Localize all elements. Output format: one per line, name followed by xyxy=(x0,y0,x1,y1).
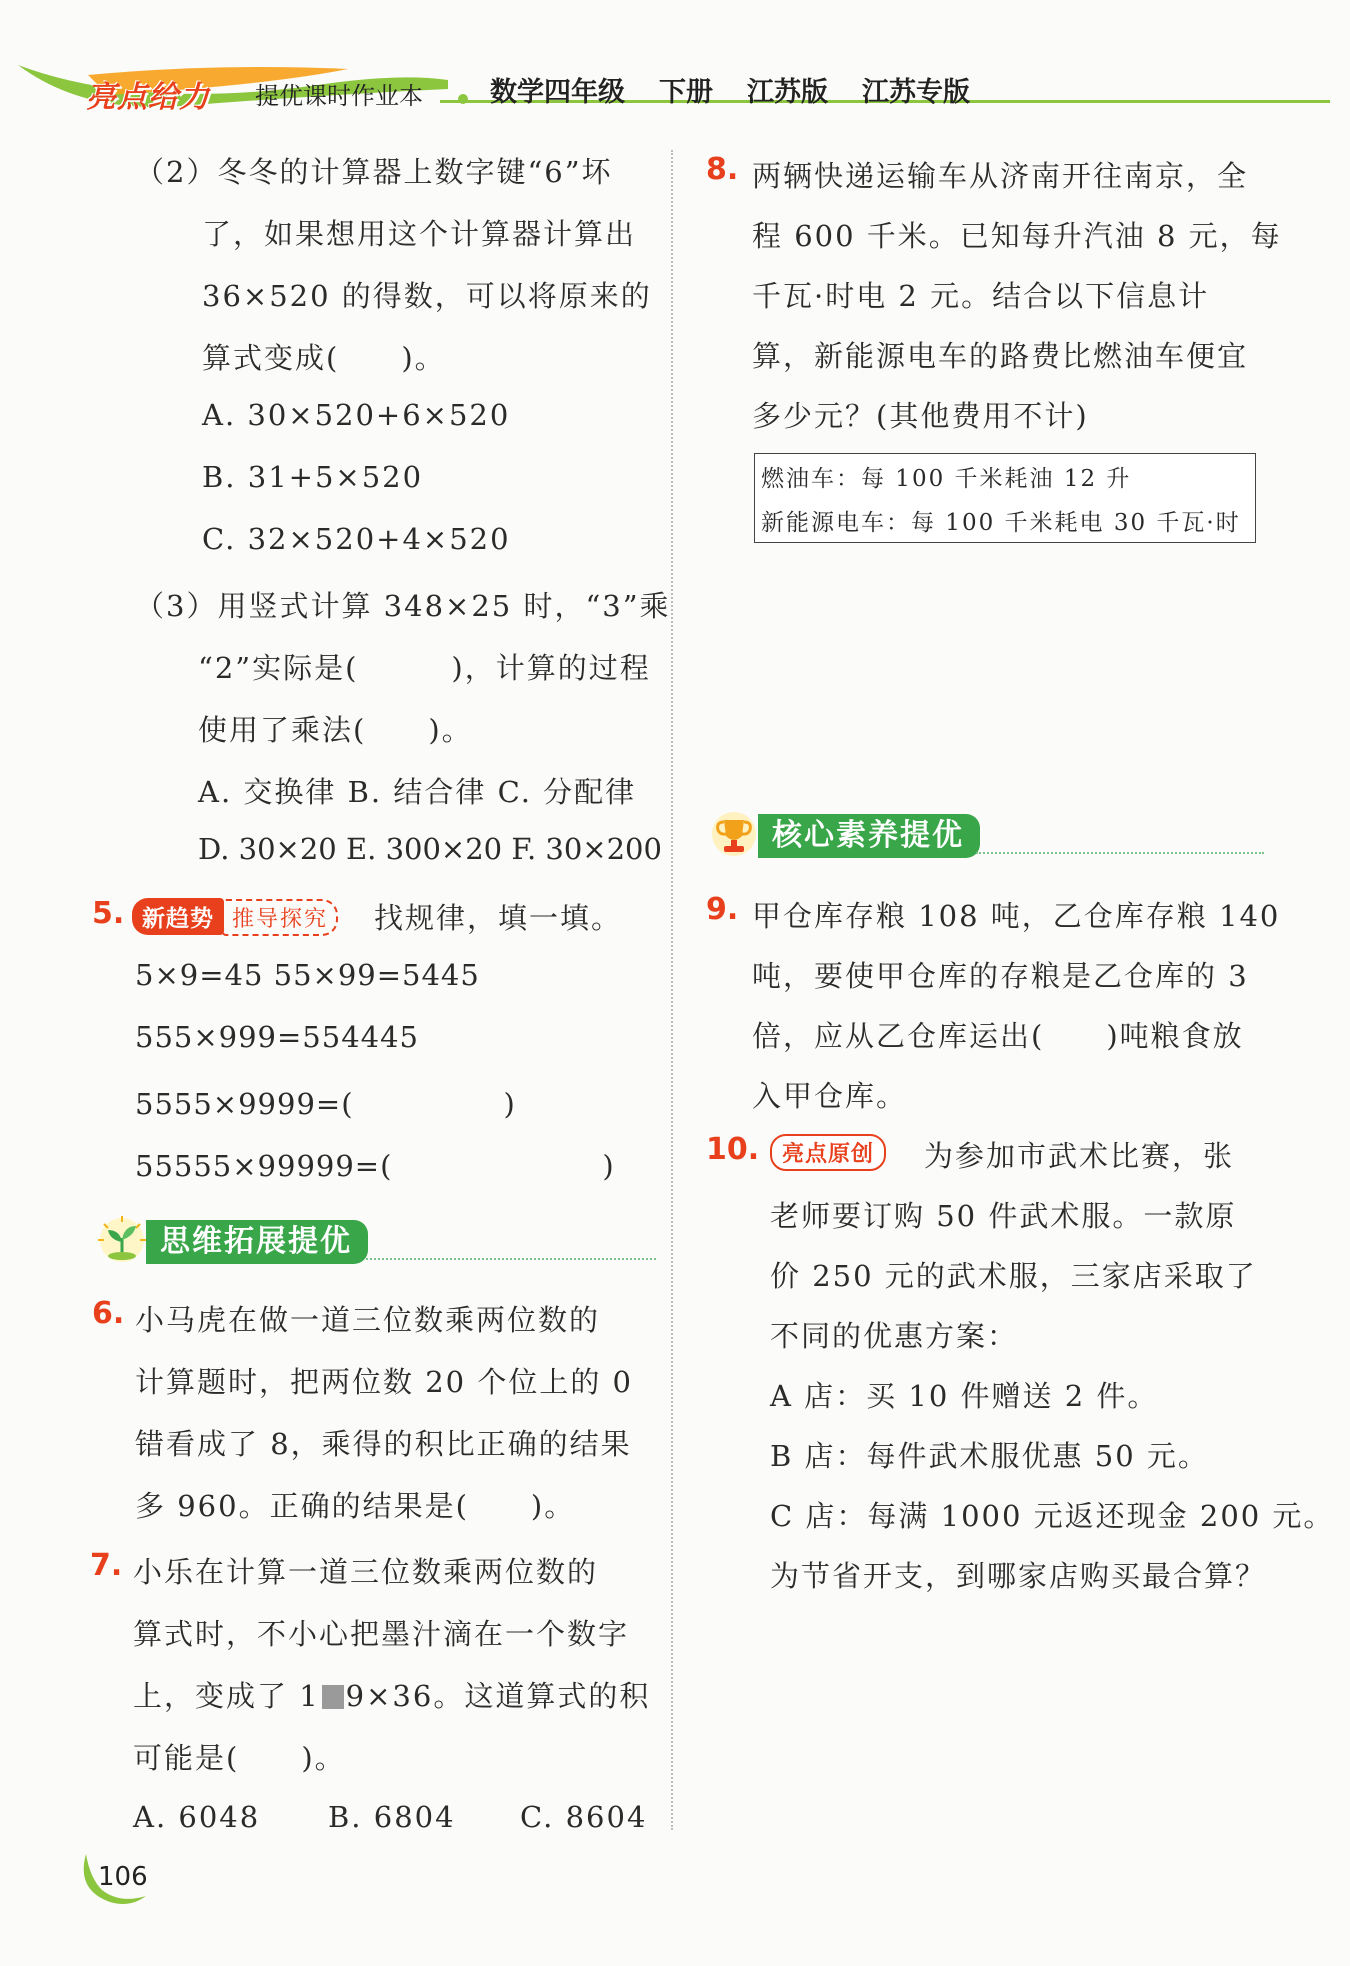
q4-part2-option: B. 31+5×520 xyxy=(202,460,424,494)
section-title: 核心素养提优 xyxy=(758,814,980,858)
q7-line3-start: 上，变成了 1 xyxy=(133,1679,320,1713)
question-number: 10. xyxy=(706,1132,760,1167)
book-special-edition: 江苏专版 xyxy=(862,77,970,108)
section-dotted-rule xyxy=(366,1258,656,1260)
q4-part2-option: C. 32×520+4×520 xyxy=(202,522,511,556)
page-number: 106 xyxy=(98,1862,148,1892)
type-badge: 推导探究 xyxy=(222,899,338,936)
q6-line: 小马虎在做一道三位数乘两位数的 xyxy=(135,1303,601,1337)
q4-part3-line: 使用了乘法( )。 xyxy=(198,713,473,747)
q6-line: 计算题时，把两位数 20 个位上的 0 xyxy=(135,1365,634,1399)
q8-line: 两辆快递运输车从济南开往南京，全 xyxy=(752,159,1249,193)
q9-line: 吨，要使甲仓库的存粮是乙仓库的 3 xyxy=(752,959,1249,993)
ink-blot-icon xyxy=(322,1685,344,1709)
q8-info-fuel: 燃油车：每 100 千米耗油 12 升 xyxy=(761,466,1132,492)
q8-info-electric: 新能源电车：每 100 千米耗电 30 千瓦·时 xyxy=(761,510,1241,536)
q10-badge-wrap xyxy=(770,1134,886,1171)
q7-option: C. 8604 xyxy=(520,1800,648,1834)
q10-store-b: B 店：每件武术服优惠 50 元。 xyxy=(770,1439,1209,1473)
q4-part3-options: A. 交换律 B. 结合律 C. 分配律 xyxy=(198,775,637,809)
question-number: 5. xyxy=(92,896,125,931)
q6-line: 错看成了 8，乘得的积比正确的结果 xyxy=(135,1427,632,1461)
book-volume: 下册 xyxy=(659,77,713,108)
q7-option: A. 6048 xyxy=(133,1800,261,1834)
q8-info-box xyxy=(754,453,1256,543)
q4-part2-line: 了，如果想用这个计算器计算出 xyxy=(202,217,637,251)
q10-line: 不同的优惠方案： xyxy=(770,1319,1019,1353)
sprout-icon xyxy=(96,1214,152,1270)
q8-line: 程 600 千米。已知每升汽油 8 元，每 xyxy=(752,219,1282,253)
q5-pattern-line: 55555×99999=( ) xyxy=(135,1149,615,1183)
q10-store-c: C 店：每满 1000 元返还现金 200 元。 xyxy=(770,1499,1335,1533)
q6-line: 多 960。正确的结果是( )。 xyxy=(135,1489,576,1523)
section-dotted-rule xyxy=(976,852,1264,854)
q5-pattern-line: 5555×9999=( ) xyxy=(135,1087,516,1121)
q4-part3-options: D. 30×20 E. 300×20 F. 30×200 xyxy=(198,832,662,866)
section-thinking-header xyxy=(96,1220,656,1264)
q8-line: 千瓦·时电 2 元。结合以下信息计 xyxy=(752,279,1210,313)
q10-store-a: A 店：买 10 件赠送 2 件。 xyxy=(770,1379,1159,1413)
q9-line: 甲仓库存粮 108 吨，乙仓库存粮 140 xyxy=(752,899,1281,933)
brand-logo: 亮点给力 xyxy=(86,80,210,115)
trend-badge: 新趋势 xyxy=(132,898,224,935)
q8-line: 算，新能源电车的路费比燃油车便宜 xyxy=(752,339,1249,373)
q5-pattern-line: 555×999=554445 xyxy=(135,1020,420,1054)
q4-part2-line: 算式变成( )。 xyxy=(202,341,446,375)
q9-line: 倍，应从乙仓库运出( )吨粮食放 xyxy=(752,1019,1244,1053)
question-number: 6. xyxy=(92,1296,125,1331)
q4-part3-line: （3）用竖式计算 348×25 时，“3”乘 xyxy=(135,589,671,623)
q4-part2-line: 36×520 的得数，可以将原来的 xyxy=(202,279,652,313)
q10-line: 老师要订购 50 件武术服。一款原 xyxy=(770,1199,1237,1233)
q5-pattern-line: 5×9=45 55×99=5445 xyxy=(135,958,480,992)
q4-part2-option: A. 30×520+6×520 xyxy=(202,398,511,432)
section-title: 思维拓展提优 xyxy=(146,1220,368,1264)
original-badge: 亮点原创 xyxy=(770,1134,886,1171)
q10-line: 为参加市武术比赛，张 xyxy=(924,1139,1235,1173)
book-grade: 数学四年级 xyxy=(490,77,625,108)
q7-option: B. 6804 xyxy=(328,1800,456,1834)
question-number: 9. xyxy=(706,892,739,927)
page-header xyxy=(0,0,1350,130)
question-number: 7. xyxy=(90,1548,123,1583)
trophy-icon xyxy=(708,808,764,864)
q4-part3-line: “2”实际是( )，计算的过程 xyxy=(198,651,651,685)
q4-part2-line: （2）冬冬的计算器上数字键“6”坏 xyxy=(135,155,613,189)
q7-line: 小乐在计算一道三位数乘两位数的 xyxy=(133,1555,599,1589)
question-number: 8. xyxy=(706,152,739,187)
q8-line: 多少元？(其他费用不计) xyxy=(752,399,1089,433)
section-core-header xyxy=(708,814,1264,858)
q10-line: 为节省开支，到哪家店购买最合算？ xyxy=(770,1559,1267,1593)
q5-prompt: 找规律，填一填。 xyxy=(374,901,623,935)
q7-line xyxy=(133,1674,650,1715)
q7-line3-end: 9×36。这道算式的积 xyxy=(345,1679,651,1713)
q10-line: 价 250 元的武术服，三家店采取了 xyxy=(770,1259,1257,1293)
q7-line: 算式时，不小心把墨汁滴在一个数字 xyxy=(133,1617,630,1651)
column-divider xyxy=(671,150,673,1830)
header-dot-icon xyxy=(458,94,468,104)
book-series-title: 提优课时作业本 xyxy=(255,82,423,110)
book-info xyxy=(490,70,970,109)
book-edition: 江苏版 xyxy=(747,77,828,108)
q9-line: 入甲仓库。 xyxy=(752,1079,908,1113)
q7-line: 可能是( )。 xyxy=(133,1741,346,1775)
q5-badges xyxy=(132,898,338,936)
